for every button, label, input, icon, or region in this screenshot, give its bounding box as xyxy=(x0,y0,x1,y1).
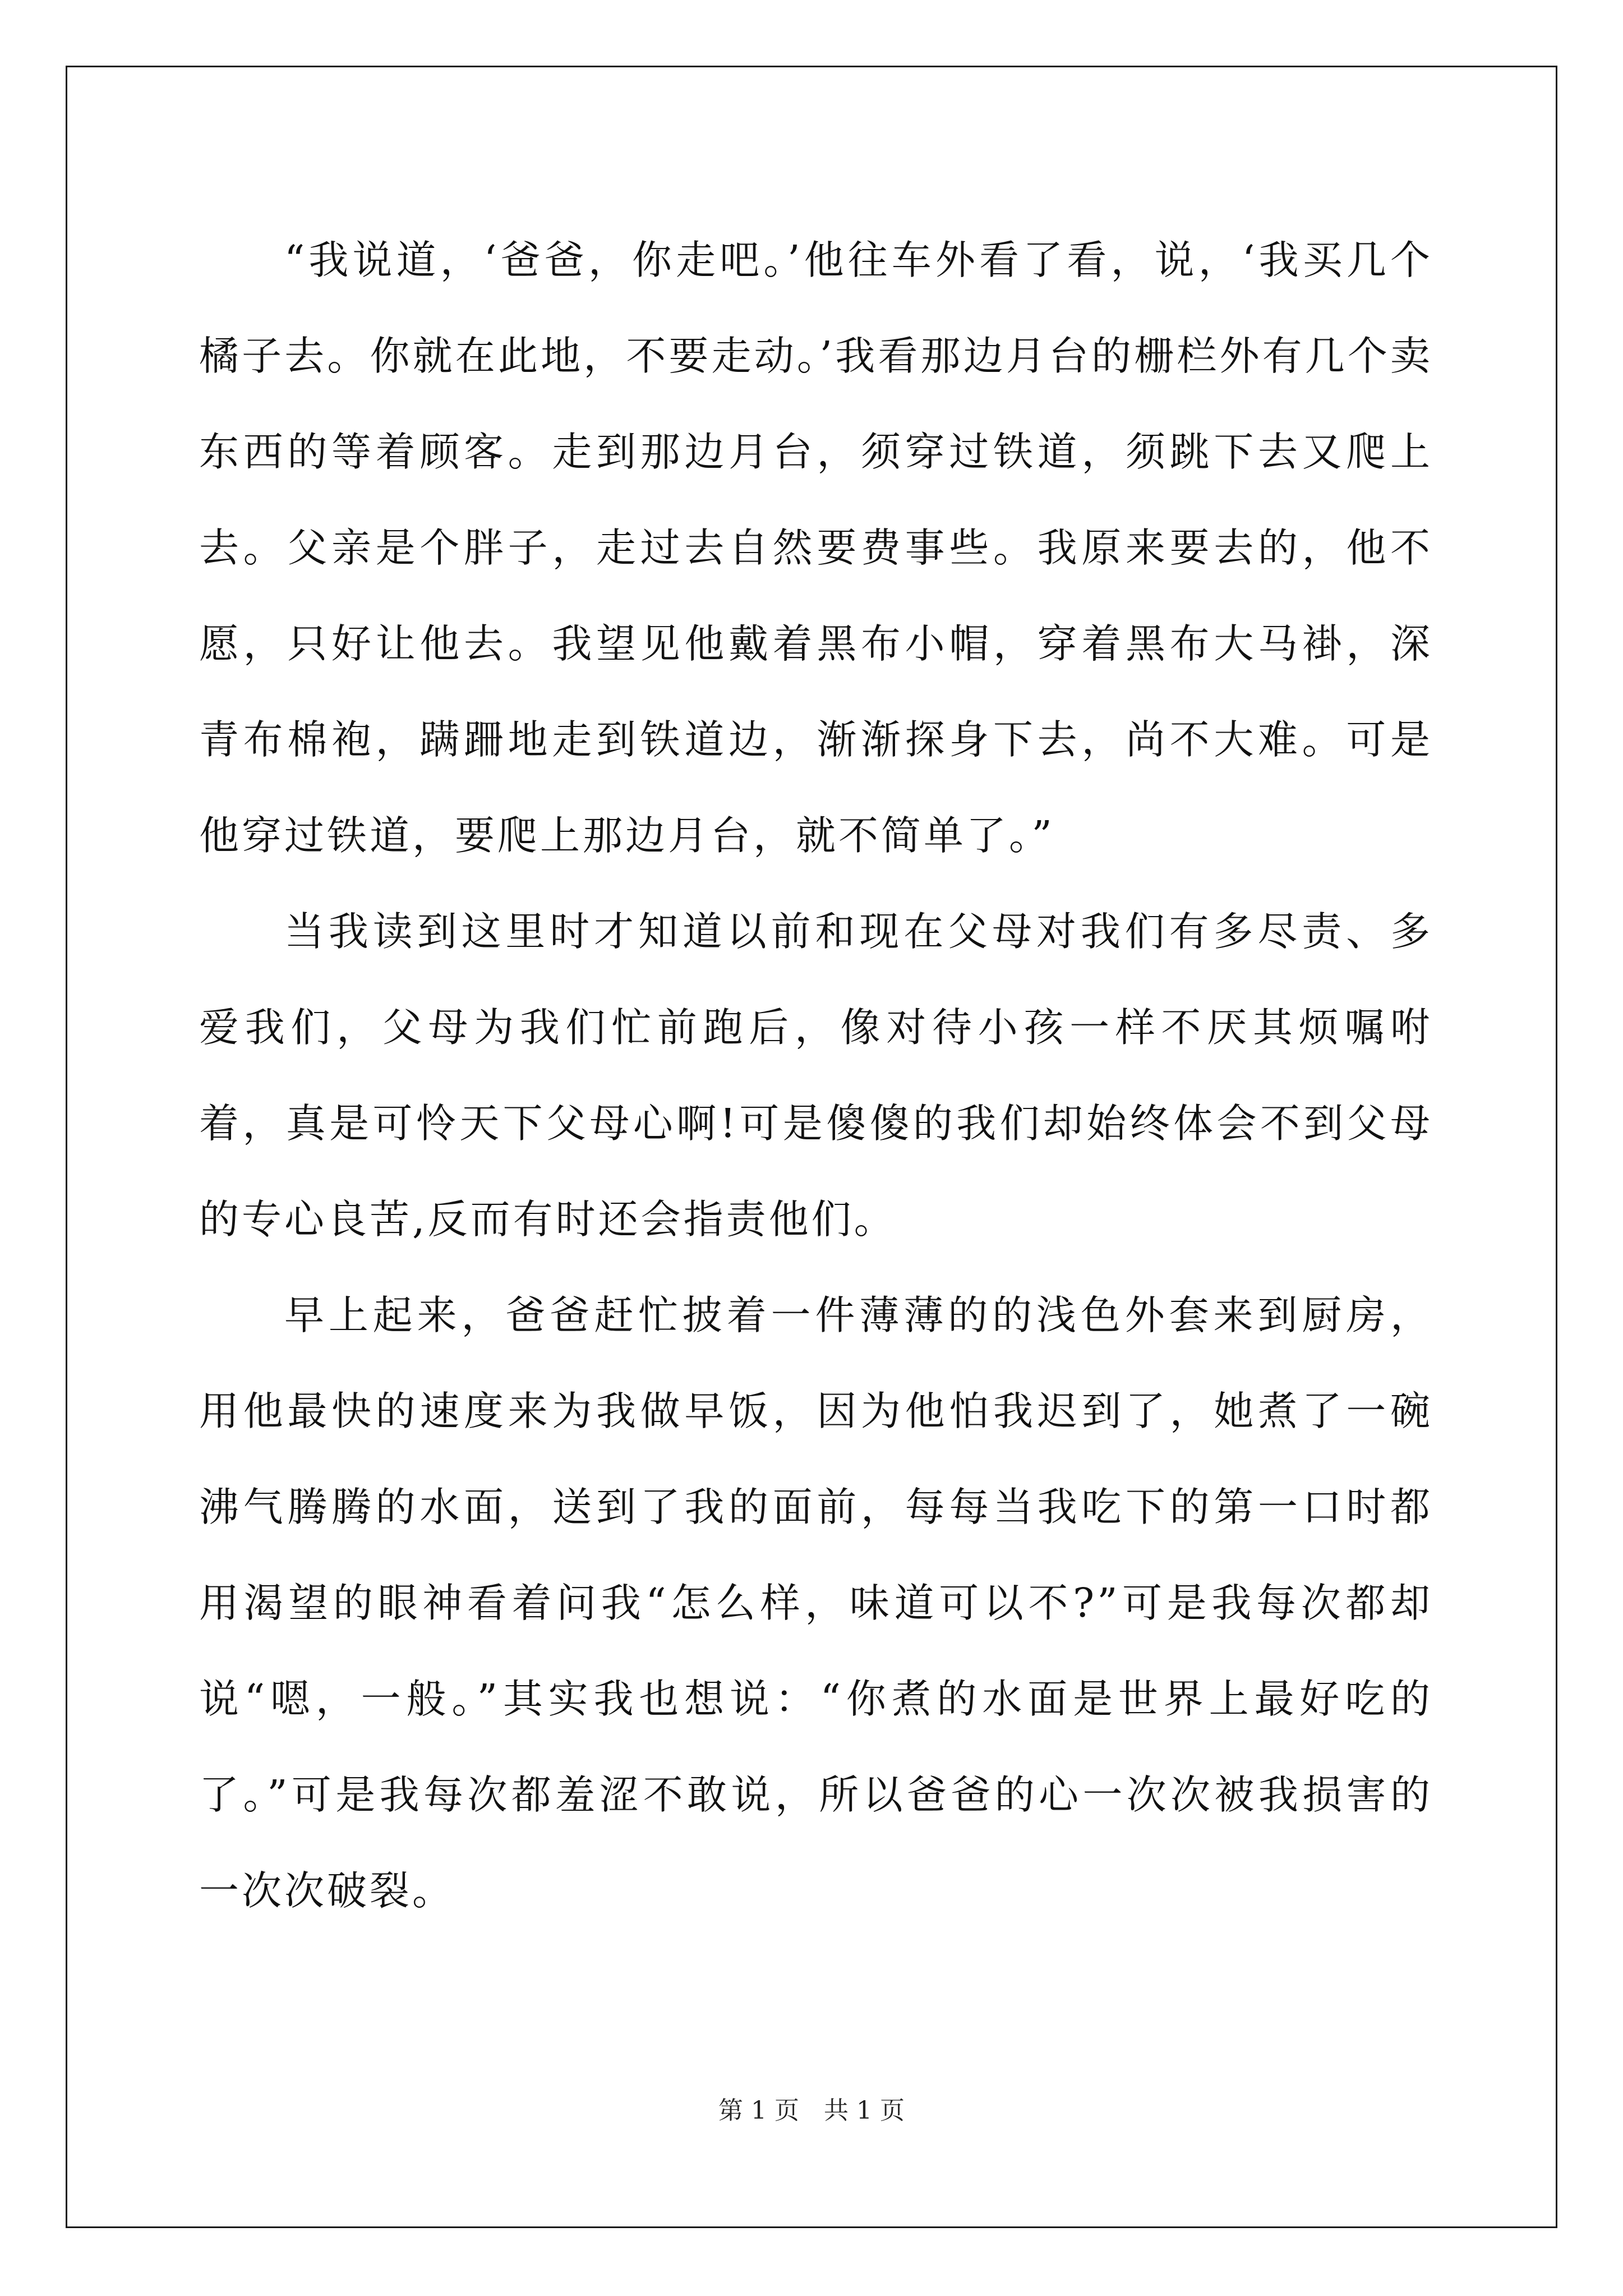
page-number-footer: 第 1 页 共 1 页 xyxy=(718,2096,905,2125)
paragraph-1: “我说道，‘爸爸，你走吧。’他往车外看了看，说，‘我买几个橘子去。你就在此地，不要走动。’我看那边月台的栅栏外有几个卖东西的等着顾客。走到那边月台，须穿过铁道，须跳下去又爬上去。父亲是个胖子，走过去自然要费事些。我原来要去的，他不愿，只好让他去。我望见他戴着黑布小帽，穿着黑布大马褂，深青布棉袍，蹒跚地走到铁道边，渐渐探身下去，尚不大难。可是他穿过铁道，要爬上那边月台，就不简单了。” xyxy=(199,237,1433,859)
document-body xyxy=(199,212,1433,1939)
paragraph-3: 早上起来，爸爸赶忙披着一件薄薄的的浅色外套来到厨房，用他最快的速度来为我做早饭，因为他怕我迟到了，她煮了一碗沸气腾腾的水面，送到了我的面前，每每当我吃下的第一口时都用渴望的眼神看着问我“怎么样，味道可以不?”可是我每次都却说“嗯，一般。”其实我也想说：“你煮的水面是世界上最好吃的了。”可是我每次都羞涩不敢说，所以爸爸的心一次次被我损害的一次次破裂。 xyxy=(199,1292,1433,1914)
paragraph-2: 当我读到这里时才知道以前和现在父母对我们有多尽责、多爱我们，父母为我们忙前跑后，像对待小孩一样不厌其烦嘱咐着，真是可怜天下父母心啊!可是傻傻的我们却始终体会不到父母的专心良苦,反而有时还会指责他们。 xyxy=(199,908,1433,1243)
